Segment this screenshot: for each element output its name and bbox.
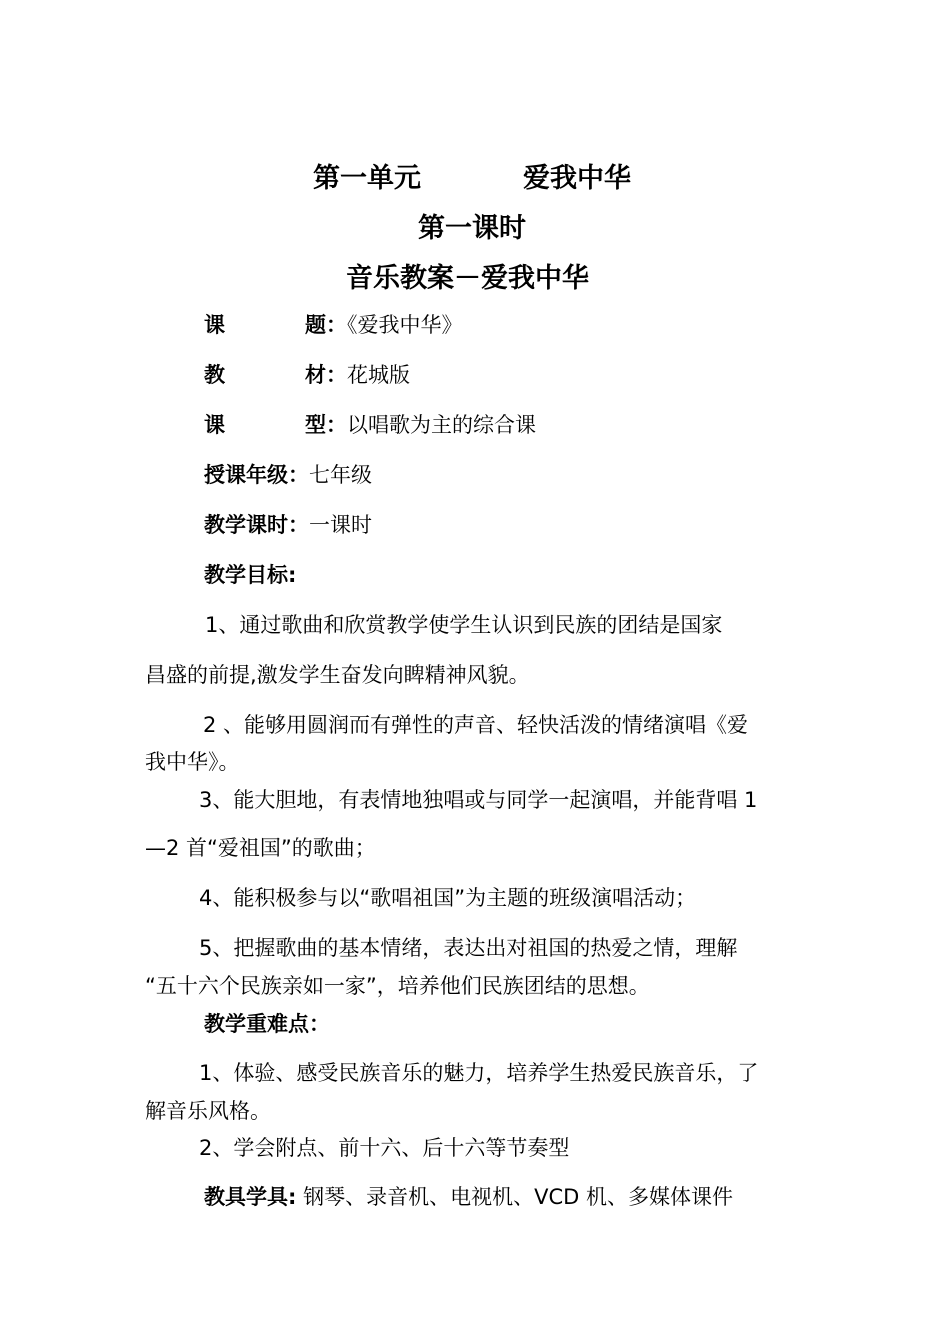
plan-title: 音乐教案－爱我中华	[346, 263, 589, 294]
objective-3-line-2: —2 首“爱祖国”的歌曲；	[145, 836, 376, 860]
field-material-value	[305, 359, 410, 389]
key-points-label-text: 教学重难点：	[204, 1012, 330, 1036]
topic-value: 《爱我中华》	[347, 313, 463, 337]
objective-1-line-2: 昌盛的前提,激发学生奋发向睥精神风貌。	[145, 663, 530, 687]
field-type-value	[305, 409, 536, 439]
objective-2-line-2: 我中华》。	[145, 750, 240, 774]
objective-4-line-1: 4、能积极参与以“歌唱祖国”为主题的班级演唱活动；	[199, 886, 697, 910]
key-point-1-line-1: 1、体验、感受民族音乐的魅力，培养学生热爱民族音乐，了	[199, 1061, 759, 1085]
objectives-label	[204, 559, 296, 589]
tools-label: 教具学具	[204, 1185, 288, 1209]
key-points-label	[204, 1008, 330, 1038]
unit-label: 第一单元	[313, 163, 421, 194]
field-hours	[204, 509, 372, 539]
hours-label: 教学课时	[204, 513, 288, 537]
objective-3-line-1: 3、能大胆地，有表情地独唱或与同学一起演唱，并能背唱 1	[199, 788, 758, 812]
lesson-label: 第一课时	[418, 213, 526, 244]
key-point-2-line-1: 2、学会附点、前十六、后十六等节奏型	[199, 1136, 570, 1160]
objective-5-line-2: “五十六个民族亲如一家”，培养他们民族团结的思想。	[145, 974, 650, 998]
type-colon: ：	[326, 413, 347, 437]
objective-5-line-1: 5、把握歌曲的基本情绪，表达出对祖国的热爱之情，理解	[199, 936, 738, 960]
grade-colon: ：	[288, 463, 309, 487]
material-label-a: 教	[204, 363, 225, 387]
field-type	[204, 409, 225, 439]
unit-title: 爱我中华	[523, 163, 631, 194]
grade-value: 七年级	[309, 463, 372, 487]
hours-value: 一课时	[309, 513, 372, 537]
topic-label-b: 题	[305, 313, 326, 337]
grade-label: 授课年级	[204, 463, 288, 487]
type-label-b: 型	[305, 413, 326, 437]
topic-colon: ：	[326, 313, 347, 337]
type-value: 以唱歌为主的综合课	[347, 413, 536, 437]
tools-value: 钢琴、录音机、电视机、VCD 机、多媒体课件	[296, 1185, 733, 1209]
objective-1-line-1: 1、通过歌曲和欣赏教学使学生认识到民族的团结是国家	[205, 613, 723, 637]
hours-colon: ：	[288, 513, 309, 537]
key-point-1-line-2: 解音乐风格。	[145, 1099, 271, 1123]
type-label-a: 课	[204, 413, 225, 437]
tools-colon: :	[288, 1185, 297, 1209]
field-topic	[204, 309, 225, 339]
field-material	[204, 359, 225, 389]
material-colon: ：	[326, 363, 347, 387]
tools-line	[204, 1181, 733, 1211]
field-topic-value	[305, 309, 463, 339]
material-label-b: 材	[305, 363, 326, 387]
material-value: 花城版	[347, 363, 410, 387]
topic-label-a: 课	[204, 313, 225, 337]
field-grade	[204, 459, 372, 489]
objectives-label-text: 教学目标:	[204, 563, 297, 587]
objective-2-line-1: 2 、能够用圆润而有弹性的声音、轻快活泼的情绪演唱《爱	[203, 713, 749, 737]
